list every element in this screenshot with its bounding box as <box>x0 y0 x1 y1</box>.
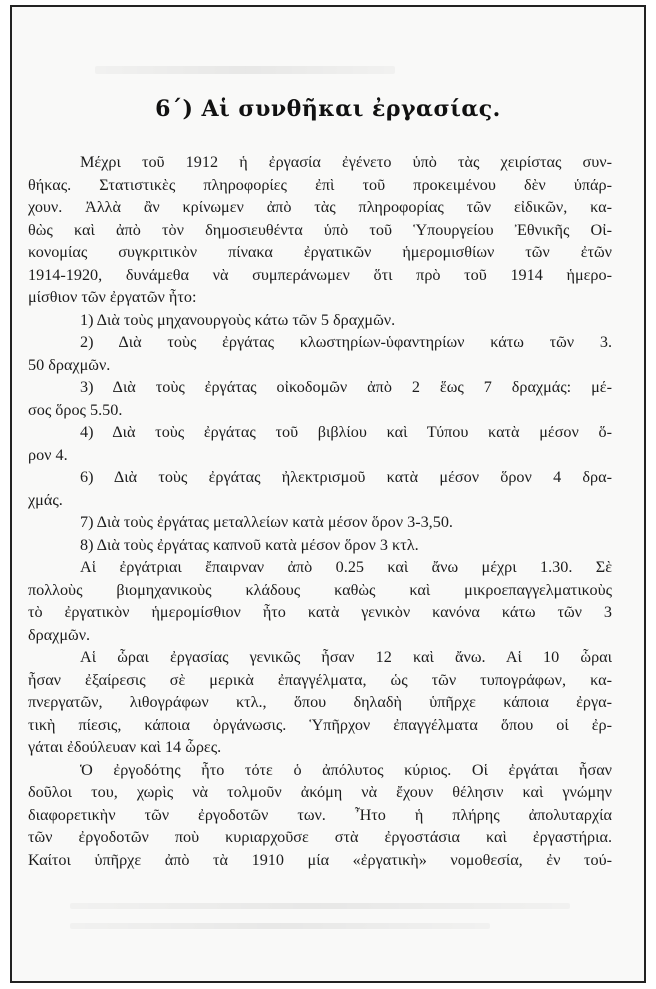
text-line: ρον 4. <box>28 445 68 464</box>
text-line: ἦσαν ἐξαίρεσις σὲ μερικὰ ἐπαγγέλματα, ὡς τῶν τυπογράφων, κα- <box>28 670 612 689</box>
body-text <box>28 151 612 871</box>
text-line: τῶν ἐργοδοτῶν ποὺ κυριαρχοῦσε στὰ ἐργοστάσια καὶ ἐργαστήρια. <box>28 828 612 846</box>
text-line: δραχμῶν. <box>28 625 91 644</box>
text-line: μίσθιον τῶν ἐργατῶν ἦτο: <box>28 288 197 306</box>
text-line: τικὴ πίεσις, κάποια ὀργάνωσις. Ὑπῆρχον ἐπαγγέλματα ὅπου οἱ ἐρ- <box>28 715 612 734</box>
list-item: 1) Διὰ τοὺς μηχανουργοὺς κάτω τῶν 5 δραχμῶν. <box>80 310 396 329</box>
text-line: κονομίας συγκριτικὸν πίνακα ἐργατικῶν ἡμερομισθίων τῶν ἐτῶν <box>28 243 612 261</box>
text-line: τὸ ἐργατικὸν ἡμερομίσθιον ἦτο κατὰ γενικὸν κανόνα κάτω τῶν 3 <box>28 603 612 621</box>
text-line: πνεργατῶν, λιθογράφων κτλ., ὅπου δηλαδὴ ὑπῆρχε κάποια ἐργα- <box>28 693 612 711</box>
text-line: 50 δραχμῶν. <box>28 355 111 374</box>
bleed-through-mark <box>95 66 395 74</box>
list-item: 3) Διὰ τοὺς ἐργάτας οἰκοδομῶν ἀπὸ 2 ἕως 7 δραχμάς: μέ- <box>80 378 612 396</box>
text-line: γάται ἐδούλευαν καὶ 14 ὧρες. <box>28 738 222 756</box>
text-line: χουν. Ἀλλὰ ἂν κρίνωμεν ἀπὸ τὰς πληροφορίας τῶν εἰδικῶν, κα- <box>28 198 612 216</box>
section-title: 6΄) Αἱ συνθῆκαι ἐργασίας. <box>155 96 501 122</box>
text-line: σος ὅρος 5.50. <box>28 400 123 419</box>
text-line: πολλοὺς βιομηχανικοὺς κλάδους καθὼς καὶ μικροεπαγγελματικοὺς <box>28 580 612 599</box>
list-item: 7) Διὰ τοὺς ἐργάτας μεταλλείων κατὰ μέσον ὅρον 3-3,50. <box>80 513 453 531</box>
text-line: Ὁ ἐργοδότης ἦτο τότε ὁ ἀπόλυτος κύριος. Οἱ ἐργάται ἦσαν <box>80 760 612 779</box>
text-line: χμάς. <box>28 490 63 509</box>
list-item: 6) Διὰ τοὺς ἐργάτας ἠλεκτρισμοῦ κατὰ μέσον ὅρον 4 δρα- <box>80 468 612 486</box>
text-line: θὼς καὶ ἀπὸ τὸν δημοσιευθέντα ὑπὸ τοῦ Ὑπουργείου Ἐθνικῆς Οἰ- <box>28 220 612 239</box>
bleed-through-mark <box>70 923 490 929</box>
bleed-through-mark <box>70 903 570 909</box>
list-item: 4) Διὰ τοὺς ἐργάτας τοῦ βιβλίου καὶ Τύπου κατὰ μέσον ὅ- <box>80 423 612 441</box>
text-line: Αἱ ἐργάτριαι ἔπαιρναν ἀπὸ 0.25 καὶ ἄνω μέχρι 1.30. Σὲ <box>80 558 612 576</box>
list-item: 8) Διὰ τοὺς ἐργάτας καπνοῦ κατὰ μέσον ὅρον 3 κτλ. <box>80 535 419 554</box>
text-line: Μέχρι τοῦ 1912 ἡ ἐργασία ἐγένετο ὑπὸ τὰς χειρίστας συν- <box>80 153 612 171</box>
text-line: διαφορετικὴν τῶν ἐργοδοτῶν των. Ἦτο ἡ πλήρης ἀπολυταρχία <box>28 805 612 824</box>
text-line: δοῦλοι του, χωρὶς νὰ τολμοῦν ἀκόμη νὰ ἔχουν θέλησιν καὶ γνώμην <box>28 783 612 801</box>
text-line: θήκας. Στατιστικὲς πληροφορίες ἐπὶ τοῦ προκειμένου δὲν ὑπάρ- <box>28 175 612 194</box>
list-item: 2) Διὰ τοὺς ἐργάτας κλωστηρίων-ὑφαντηρίων κάτω τῶν 3. <box>80 333 612 351</box>
text-line: 1914-1920, δυνάμεθα νὰ συμπεράνωμεν ὅτι πρὸ τοῦ 1914 ἡμερο- <box>28 265 612 284</box>
text-line: Αἱ ὧραι ἐργασίας γενικῶς ἦσαν 12 καὶ ἄνω. Αἱ 10 ὧραι <box>80 648 612 666</box>
text-line: Καίτοι ὑπῆρχε ἀπὸ τὰ 1910 μία «ἐργατικὴ» νομοθεσία, ἐν τού- <box>28 850 612 869</box>
